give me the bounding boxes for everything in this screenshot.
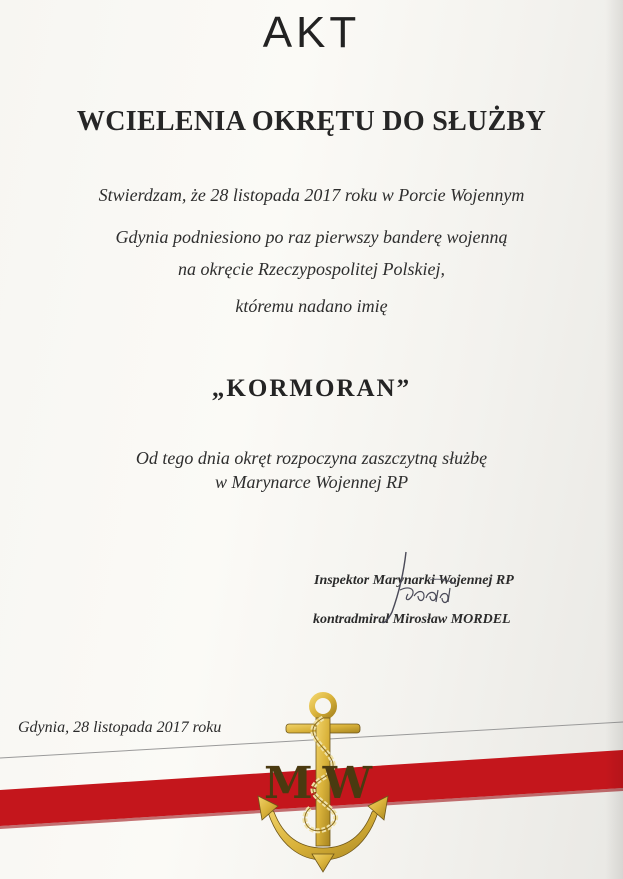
closing-line: w Marynarce Wojennej RP (214, 472, 409, 492)
closing-line: Od tego dnia okręt rozpoczyna zaszczytną służbę (135, 448, 488, 468)
document-title: AKT (262, 8, 361, 57)
signatory-position: Inspektor Marynarki Wojennej RP (314, 573, 514, 588)
handwritten-signature (378, 550, 488, 630)
body-line: któremu nadano imię (235, 296, 388, 316)
body-line: Stwierdzam, że 28 listopada 2017 roku w Porcie Wojennym (98, 185, 525, 205)
signatory-name: kontradmirał Mirosław MORDEL (313, 612, 511, 627)
document-subtitle: WCIELENIA OKRĘTU DO SŁUŻBY (76, 106, 547, 137)
ship-name: „KORMORAN” (211, 375, 412, 402)
body-line: Gdynia podniesiono po raz pierwszy banderę wojenną (115, 227, 508, 247)
navy-anchor-emblem (248, 688, 398, 873)
emblem-letters: MW (263, 758, 383, 809)
place-date: Gdynia, 28 listopada 2017 roku (18, 719, 222, 736)
body-line: na okręcie Rzeczypospolitej Polskiej, (178, 259, 445, 279)
